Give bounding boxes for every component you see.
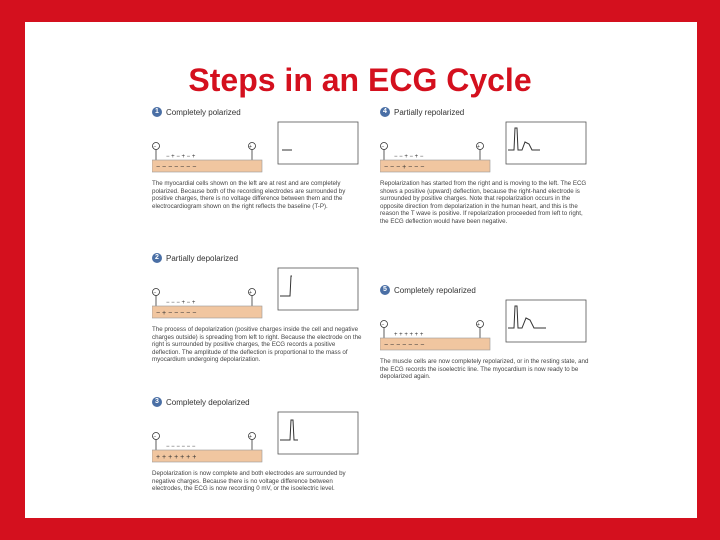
svg-text:−: −: [153, 144, 157, 150]
svg-text:+: +: [477, 144, 480, 150]
svg-text:− − − + − +: − − − + − +: [166, 300, 196, 306]
step-heading: Partially repolarized: [394, 107, 465, 117]
svg-text:−: −: [153, 434, 157, 440]
svg-text:−: −: [381, 322, 385, 328]
svg-text:+: +: [249, 290, 252, 296]
cell-diagram: [152, 408, 362, 466]
step-caption: The myocardial cells shown on the left are at rest and are completely polarized. Because both of the recording electrodes are surrounded by positive charges, there is no voltage difference between them and the electrocardiogram shown on the right reflects the baseline (T-P).: [152, 180, 346, 210]
ecg-figure: [152, 118, 362, 178]
step-3: [152, 396, 362, 493]
step-heading: Partially depolarized: [166, 253, 239, 263]
step-4: [380, 106, 590, 226]
step-heading: Completely depolarized: [166, 397, 250, 407]
step-number-badge: 3: [152, 397, 162, 407]
cell-diagram: [152, 118, 362, 176]
step-heading: Completely polarized: [166, 107, 241, 117]
step-number-badge: 5: [380, 285, 390, 295]
step-caption: Depolarization is now complete and both electrodes are surrounded by negative charges. Because there is no voltage difference between electrodes, the ECG is now recording 0 mV, or the isoelectric level.: [152, 470, 346, 493]
ecg-figure: [152, 264, 362, 324]
step-caption: The muscle cells are now completely repolarized, or in the resting state, and the ECG records the isoelectric line. The myocardium is now ready to be depolarized again.: [380, 358, 589, 381]
step-number-badge: 4: [380, 107, 390, 117]
svg-text:− − + − + −: − − + − + −: [394, 154, 424, 160]
cell-diagram: [380, 118, 590, 176]
step-number-badge: 2: [152, 253, 162, 263]
step-1: [152, 106, 362, 210]
ecg-figure: [380, 118, 590, 178]
step-5: [380, 284, 590, 381]
cell-diagram: [380, 296, 590, 354]
svg-text:+: +: [477, 322, 480, 328]
svg-text:+ + + + + +: + + + + + +: [394, 332, 424, 338]
svg-text:− + − − − − −: − + − − − − −: [156, 310, 197, 317]
svg-text:− − − − − −: − − − − − −: [166, 444, 196, 450]
svg-text:− − − + − − −: − − − + − − −: [384, 164, 425, 171]
svg-text:+: +: [249, 434, 252, 440]
slide-title: Steps in an ECG Cycle: [188, 62, 532, 98]
svg-text:−: −: [381, 144, 385, 150]
svg-text:− − − − − − −: − − − − − − −: [156, 164, 197, 171]
ecg-figure: [152, 408, 362, 468]
svg-text:+: +: [249, 144, 252, 150]
ecg-figure: [380, 296, 590, 356]
svg-text:− + − + − +: − + − + − +: [166, 154, 196, 160]
svg-text:− − − − − − −: − − − − − − −: [384, 342, 425, 349]
step-caption: The process of depolarization (positive charges inside the cell and negative charges outside) is spreading from left to right. Because the electrode on the right is surrounded by positive charges, the ECG records a positive deflection. The amplitude of the deflection is proportional to the mass of myocardium undergoing depolarization.: [152, 326, 362, 364]
step-2: [152, 252, 362, 364]
step-number-badge: 1: [152, 107, 162, 117]
svg-text:−: −: [153, 290, 157, 296]
svg-text:+ + + + + + +: + + + + + + +: [156, 454, 197, 461]
step-caption: Repolarization has started from the right and is moving to the left. The ECG shows a positive (upward) deflection, because the right-hand electrode is surrounded by positive charges. Note that repolarization occurs in the opposite direction from depolarization in the human heart, and this is the reason the T wave is positive. If repolarization proceeded from left to right, the ECG deflection would have been negative.: [380, 180, 587, 225]
cell-diagram: [152, 264, 362, 322]
step-heading: Completely repolarized: [394, 285, 476, 295]
